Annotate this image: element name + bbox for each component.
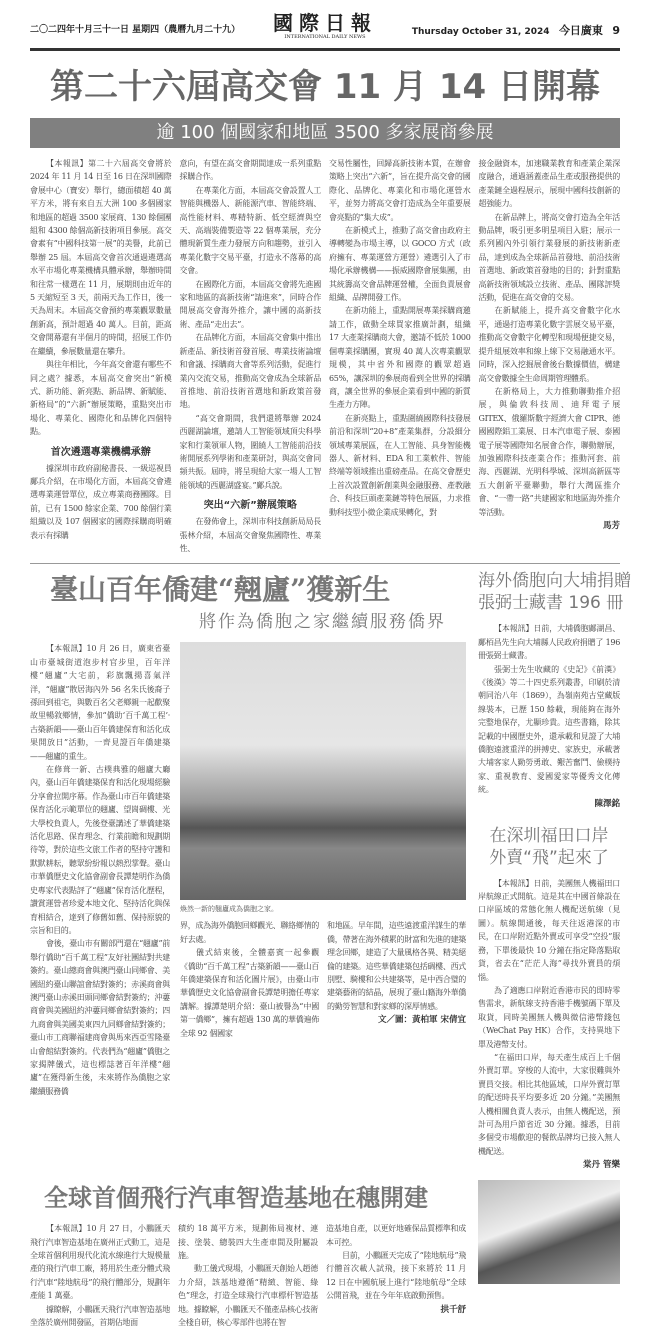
masthead-date-en: Thursday October 31, 2024	[411, 27, 550, 37]
paragraph: 在新亮點上，重點圍繞國際科技發展前沿和深圳“20+8”產業集群，分設細分領域專業展區，在人工智能、具身智能機器人、新材料、EDA 和工業軟件、智能終端等領域推出重磅產品。在高交會歷史上首次設置創新創業與金融服務、產教融合、科技巨頭產業鏈等特色展區，力求推動科技型小微企業成果轉化，對	[329, 413, 471, 517]
article2-right	[180, 642, 466, 1040]
article2-body-lower	[180, 919, 466, 1040]
article2-subheadline: 將作為僑胞之家繼續服務僑界	[199, 612, 446, 633]
paragraph: 在新品牌上，將高交會打造為全年活動品牌，吸引更多明星項目入駐；展示一系列國內外引領行業發展的新技術新產品，達到成為全球新品首發地、前沿技術首選地、新政策首發地的目的；針對重點高新技術領域設立技術、產品、團隊評獎活動，促進在高交會的交易。	[478, 212, 620, 303]
bottom-section	[30, 1180, 620, 1329]
right-column	[478, 570, 631, 1172]
article1-col3	[329, 157, 471, 519]
byline: 棠丹 管樂	[583, 1160, 620, 1171]
article4	[478, 825, 620, 1173]
masthead	[30, 0, 620, 56]
page-number: 9	[612, 24, 620, 37]
newspaper-logo	[260, 12, 390, 40]
article1-headline: 第二十六屆高交會 11 月 14 日開幕	[50, 67, 600, 107]
paragraph: 【本報訊】10 月 26 日，廣東省臺山市臺城街道泡步村官步里，百年洋樓“翹廬”大宅前，彩旗飄揚喜氣洋洋，“翹廬”散居海內外 56 名朱氏後裔子孫回到祖宅，與數百名父老鄉親一起歡聚故里暢敘鄉情，參加“僑助‘百千萬工程’·古築新韻——臺山百年僑建保育和活化成果開放日”活動，一齊見證百年僑建築——翹廬的重生。	[30, 644, 170, 761]
article2-col3	[327, 919, 466, 1027]
article1-col2	[180, 157, 322, 555]
qiaolu-building-photo	[180, 642, 466, 900]
article2-col1	[30, 642, 170, 1098]
article5-col1	[30, 1222, 170, 1329]
paragraph: 意向，有望在高交會期間達成一系列重點採購合作。	[179, 159, 321, 182]
section-name: 今日廣東	[558, 24, 603, 37]
article5-col3	[326, 1222, 466, 1316]
paragraph: 界，成為海外僑胞回鄉觀光、聯絡鄉情的好去處。	[180, 921, 319, 944]
paragraph: 在新賦能上，提升高交會數字化水平，通過打造專業化數字雲展交易平臺，推動高交會數字化轉型和現場便捷交易，提升組展效率和線上線下交易融通水平。同時，深入挖掘展會後台數據價值，構建高交會數據全生命周期管理體系。	[478, 306, 620, 383]
article2	[30, 570, 466, 1098]
masthead-date-zh: 二〇二四年十月三十一日 星期四（農曆九月二十九）	[30, 25, 241, 35]
byline: 陳澤銘	[594, 798, 620, 809]
article5	[30, 1180, 466, 1329]
paragraph: 據深圳市政府副秘書長、一級巡視員鄺兵介紹，在市場化方面，本屆高交會遴選專業運營單位，成立專業商務團隊。目前，已有 1500 餘家企業、700 餘個行業組織以及 107 個國家的國際採購商明確表示有採購	[30, 463, 172, 540]
article4-headline-line2: 外賣“飛”起來了	[489, 847, 609, 868]
byline: 馬芳	[602, 520, 620, 531]
paragraph: 與往年相比，今年高交會還有哪些不同之處？據悉，本屆高交會突出“新模式、新功能、新亮點、新品牌、新賦能、新格局”的“六新”辦展策略，重點突出市場化、專業化、國際化和品牌化四個特點。	[30, 360, 172, 437]
logo-zh: 國際日報	[273, 11, 377, 35]
article5-col2	[178, 1222, 318, 1329]
paragraph: 在新模式上，推動了高交會由政府主導轉變為市場主導，以 GOCO 方式（政府擁有、專業運營方運營）遴選引入了市場化承辦機構——振威國際會展集團，由其統籌高交會品牌運營權，全面負責展會組織、品牌開發工作。	[329, 226, 471, 303]
photo-caption: 煥然一新的翹廬成為僑胞之家。	[180, 905, 278, 914]
paragraph: 【本報訊】日前，大埔僑胞鄺湖昌、鄺栢昌先生向大埔縣人民政府捐贈了 196 冊張弼士藏書。	[478, 624, 620, 661]
paragraph: 【本報訊】10 月 27 日，小鵬匯天飛行汽車智造基地在廣州正式動工，這是全球首個利用現代化流水線進行大規模量產的飛行汽車工廠，將用於生產分體式飛行汽車“陸地航母”的飛行體部分，規劃年產能 1 萬臺。	[30, 1224, 170, 1301]
byline: 文／圖：黃柏軍 宋倩宜	[378, 1015, 466, 1026]
paragraph: 和地區。早年間，這些遠渡重洋謀生的華僑，帶著在海外積累的財富和先進的建築理念回鄉，建造了大量風格各異、精美絕倫的建築。這些華僑建築包括碉樓、西式別墅、騎樓和公共建築等，是中西合璧的建築藝術的結晶，展現了臺山籍海外華僑的勤勞智慧和對家鄉的深厚情感。	[327, 921, 466, 1011]
subheading: 突出“六新”辦展策略	[203, 500, 297, 512]
subheading: 首次遴選專業機構承辦	[50, 446, 151, 458]
paragraph: 交易性屬性，回歸高新技術本質，在辦會策略上突出“六新”，旨在提升高交會的國際化、品牌化、專業化和市場化運營水平，並努力將高交會打造成為全年重要展會亮點的“集大成”。	[329, 159, 471, 222]
paragraph: 為了適應口岸附近香港市民的即時零售需求，新航線支持香港手機號碼下單及取貨，同時美團無人機與微信港幣錢包（WeChat Pay HK）合作，支持異地下單及港幣支付。	[478, 985, 620, 1049]
article3-headline-line2: 張弼士藏書 196 冊	[478, 593, 624, 614]
article3	[478, 570, 631, 810]
paragraph: 在專業化方面，本屆高交會設置人工智能與機器人、新能源汽車、智能終端、高性能材料、專精特新、低空經濟與空天、高端裝備製造等 22 個專業展，充分體現新質生產力發展方向和趨勢，並引入專業化數字交易平臺，打造永不落幕的高交會。	[179, 185, 321, 276]
article2-body	[30, 642, 466, 1098]
logo-en: INTERNATIONAL DAILY NEWS	[284, 34, 366, 40]
bottom-right	[478, 1180, 620, 1294]
byline: 拱千舒	[440, 1304, 466, 1315]
article4-body	[478, 877, 620, 1173]
paragraph: 在品牌化方面，本屆高交會集中推出新產品、新技術首發首展、專業技術論壇和會議、採購商大會等系列活動，促進行業內交流交易，推動高交會成為全球新品首推地、前沿技術首選地和新政策首發地。	[179, 333, 321, 410]
paragraph: 【本報訊】日前，美團無人機福田口岸航線正式開航。這是其在中國首條設在口岸區域的常態化無人機配送航線（見圖）。航線開通後，每天往返港深的市民，在口岸附近點外賣或可享受“空投”服務，下單後最快 10 分鐘在指定降落點取貨，省去在“茫茫人海”尋找外賣員的煩惱。	[478, 878, 620, 982]
paragraph: 動工儀式現場，小鵬匯天創始人趙德力介紹，該基地遵循“精緻、智能、綠色”理念，打造全球飛行汽車標杆智造基地。據瞭解，小鵬匯天不僅產品核心技術全棧自研，核心零部件也將在智	[178, 1264, 318, 1328]
paragraph: 接金融資本，加速職業教育和產業企業深度融合，通過涵蓋產品生產或服務提供的產業鏈全過程展示，展現中國科技創新的超強能力。	[478, 159, 620, 209]
article5-headline: 全球首個飛行汽車智造基地在穗開建	[44, 1183, 428, 1213]
paragraph: 在修葺一新、古樸典雅的翹廬大廳內，臺山百年僑建築保育和活化現場經驗分享會拉開序幕。作為臺山市百年僑建築保育活化示範單位的翹廬、望崗碉樓、光大學校負責人，先後登臺講述了華僑建築活化思路、保育理念、行業前瞻和規劃期待等，對於這些文旅工作者的堅持守護和默默耕耘，聽眾紛紛報以熱烈掌聲。臺山市華僑歷史文化協會副會長譚楚明作為僑史專家代表點評了“翹廬”保育活化歷程，讚賞運營者珍愛本地文化、堅持活化與保育相結合，達到了修舊如舊、保持原貌的宗旨和目的。	[30, 765, 170, 935]
article3-headline-line1: 海外僑胞向大埔捐贈	[478, 571, 631, 592]
paragraph: 會後，臺山市有關部門還在“翹廬”前舉行僑助“百千萬工程”友好社團結對共建簽約。臺山總商會與澳門臺山同鄉會、美國紐約臺山聯誼會結對簽約；赤溪商會與澳門臺山赤溪田頭同鄉會結對簽約；沖蔞商會與美國紐約沖蔞同鄉會結對簽約；四九商會與美國美東四九同鄉會結對簽約；臺山市工商聯福建商會與馬來西亞雪隆臺山會館結對簽約。代表們為“翹廬”僑胞之家揭牌儀式，這也標誌著百年洋樓“翹廬”在獲得新生後，未來將作為僑胞之家繼續服務僑	[30, 939, 170, 1096]
drone-delivery-photo	[478, 1180, 620, 1284]
article1-banner: 逾 100 個國家和地區 3500 多家展商參展	[30, 118, 620, 148]
paragraph: 目前，小鵬匯天完成了“陸地航母”飛行體首次載人試飛，接下來將於 11 月 12 日在中國航展上進行“陸地航母”全球公開首飛，並在今年年底啟動預售。	[326, 1251, 466, 1301]
paragraph: 據瞭解，小鵬匯天飛行汽車智造基地坐落於廣州開發區，首期佔地面	[30, 1304, 170, 1328]
paragraph: 積約 18 萬平方米，規劃佈局複材、連接、塗裝、總裝四大生產車間及附屬設施。	[178, 1224, 318, 1260]
paragraph: 在新功能上，重點開展專業採購商邀請工作，啟動全球買家推廣計劃，組織 17 大產業採購商大會，邀請不低於 1000 個專業採購團，實現 40 萬人次專業觀眾規模，其中省外和國際的觀眾超過 65%，讓深圳的參展商看到全世界的採購商，讓全世界的參展企業看到中國的新質生產力方陣。	[329, 306, 471, 410]
article1-col1	[30, 157, 172, 542]
article4-headline-line1: 在深圳福田口岸	[489, 825, 609, 846]
paragraph: “高交會期間，我們還將舉辦 2024 西麗湖論壇，邀請人工智能領域頂尖科學家和行業領軍人物，圍繞人工智能前沿技術開展系列學術和產業研討，與高交會同頻共振。屆時，將呈現給大家一場人工智能領域的西麗湖盛宴。”鄺兵說。	[179, 413, 321, 490]
article1-body	[30, 157, 620, 555]
paragraph: 【本報訊】第二十六屆高交會將於 2024 年 11 月 14 日至 16 日在深圳國際會展中心（寶安）舉行，總面積超 40 萬平方米，將有來自五大洲 100 多個國家和地區的超過 3500 家展商、130 餘個團組和 4300 餘個高新技術項目參展。高交會素有“中國科技第一展”的美譽，此前已舉辦 25 屆。本屆高交會首次通過遴選高水平市場化專業機構具體承辦，舉辦時間和往常一樣選在 11 月，展期則由近年的 5 天縮短至 3 天，前兩天為工作日，後一天為周末。本屆高交會預約專業觀眾數量創新高，預計超過 40 萬人。目前，距高交會開幕還有半個月的時間，招展工作仍在繼續，參展數量還在攀升。	[30, 159, 172, 356]
paragraph: 造基地自產，以更好地確保品質標準和成本可控。	[326, 1224, 466, 1247]
paragraph: 在發佈會上，深圳市科技創新局局長張林介紹，本屆高交會聚焦國際性、專業性、	[179, 517, 321, 553]
article5-body	[30, 1222, 466, 1329]
paragraph: “在福田口岸，每天產生成百上千個外賣訂單。穿梭的人流中，大家很難與外賣員交接。相比其他區域，口岸外賣訂單的配送時長平均要多近 20 分鐘。”美團無人機相關負責人表示，由無人機配送，預計可為用戶節省近 30 分鐘。據悉，目前多個受市場歡迎的餐飲品牌均已接入無人機配送。	[478, 1052, 620, 1156]
article2-headline: 臺山百年僑建“翹廬”獲新生	[50, 573, 391, 607]
paragraph: 儀式結束後，全體嘉賓一起參觀《僑助“百千萬工程”古築新韻——臺山百年僑建築保育和活化圖片展》，由臺山市華僑歷史文化協會副會長譚楚明擔任專家講解。據譚楚明介紹：臺山被譽為“中國第一僑鄉”，擁有超過 130 萬的華僑遍佈全球 92 個國家	[180, 948, 319, 1038]
masthead-right	[412, 22, 620, 38]
article2-col2	[180, 919, 319, 1040]
paragraph: 張弼士先生收藏的《史記》《前漢》《後漢》等二十四史系列叢書，印刷於清朝同治八年（1869），為嶺南苑古堂藏版線裝本，已歷 150 餘載，現能夠在海外完整地保存，尤顯珍貴。這些書籍，除其記載的中國歷史外，還承載和見證了大埔僑胞遠渡重洋的拼搏史、家族史，承載著大埔客家人勤勞勇敢、艱苦奮鬥、儉樸持家、重視教育、愛國愛家等優秀文化傳統。	[478, 664, 620, 795]
section-divider	[30, 563, 620, 564]
article1-col4	[479, 157, 621, 533]
paragraph: 在國際化方面，本屆高交會將先進國家和地區的高新技術“請進來”，同時合作開展高交會海外推介，讓中國的高新技術、產品“走出去”。	[179, 279, 321, 329]
article3-body	[478, 622, 620, 810]
middle-section	[30, 570, 631, 1172]
paragraph: 在新格局上，大力推動聯動推介招展，與倫敦科技周、迪拜電子展 GITEX、俄羅斯數字經濟大會 CIPR、德國國際鋁工業展、日本汽車電子展、泰國電子展等國際知名展會合作，聯動辦展，加強國際科技產業合作；推動河套、前海、西麗湖、光明科學城、深圳高新區等五大創新平臺聯動，舉行大灣區推介會、“一帶一路”共建國家和地區海外推介等活動。	[478, 386, 620, 517]
masthead-rule	[30, 48, 620, 51]
